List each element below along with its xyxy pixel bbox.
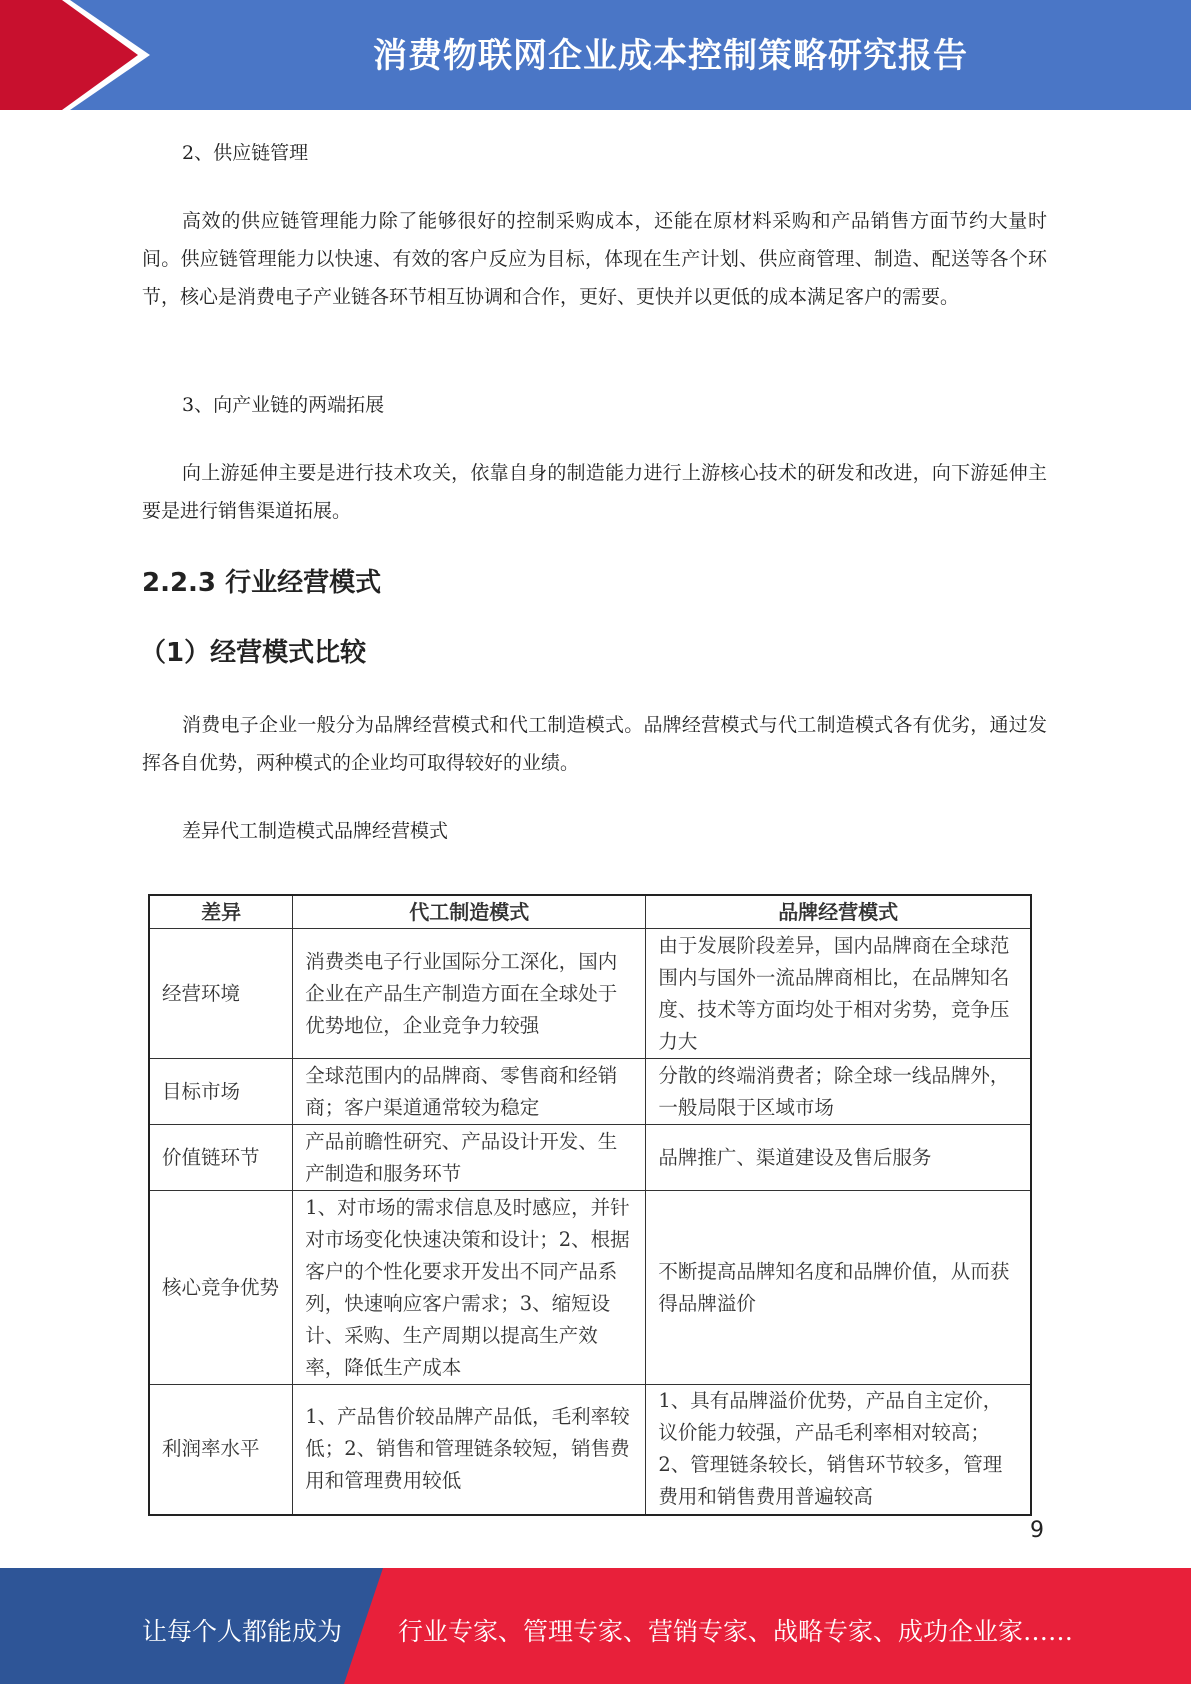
brand-cell: 品牌推广、渠道建设及售后服务 [646,1125,1031,1191]
row-label: 价值链环节 [149,1125,293,1191]
table-row [149,1385,1031,1515]
brand-cell: 由于发展阶段差异，国内品牌商在全球范围内与国外一流品牌商相比，在品牌知名度、技术等方面均处于相对劣势，竞争压力大 [646,929,1031,1059]
brand-cell: 1、具有品牌溢价优势，产品自主定价，议价能力较强，产品毛利率相对较高；2、管理链条较长，销售环节较多，管理费用和销售费用普遍较高 [646,1385,1031,1515]
item3-title: 3、向产业链的两端拓展 [182,394,385,416]
table-row [149,1059,1031,1125]
page-footer [0,1568,1191,1684]
intro-paragraph: 消费电子企业一般分为品牌经营模式和代工制造模式。品牌经营模式与代工制造模式各有优劣，通过发挥各自优势，两种模式的企业均可取得较好的业绩。 [142,714,1047,774]
table-caption: 差异代工制造模式品牌经营模式 [182,820,449,842]
oem-cell: 消费类电子行业国际分工深化，国内企业在产品生产制造方面在全球处于优势地位，企业竞争力较强 [293,929,646,1059]
item2-title: 2、供应链管理 [182,142,309,164]
item3-paragraph: 向上游延伸主要是进行技术攻关，依靠自身的制造能力进行上游核心技术的研发和改进，向下游延伸主要是进行销售渠道拓展。 [142,462,1047,522]
header-cell-brand: 品牌经营模式 [646,895,1031,929]
table-row [149,1125,1031,1191]
item2-paragraph: 高效的供应链管理能力除了能够很好的控制采购成本，还能在原材料采购和产品销售方面节约大量时间。供应链管理能力以快速、有效的客户反应为目标，体现在生产计划、供应商管理、制造、配送等各个环节，核心是消费电子产业链各环节相互协调和合作，更好、更快并以更低的成本满足客户的需要。 [142,210,1047,308]
page-number: 9 [1030,1518,1044,1543]
page-header [0,0,1191,110]
row-label: 核心竞争优势 [149,1191,293,1385]
oem-cell: 1、对市场的需求信息及时感应，并针对市场变化快速决策和设计；2、根据客户的个性化要求开发出不同产品系列，快速响应客户需求；3、缩短设计、采购、生产周期以提高生产效率，降低生产成本 [293,1191,646,1385]
row-label: 目标市场 [149,1059,293,1125]
row-label: 经营环境 [149,929,293,1059]
header-cell-oem: 代工制造模式 [293,895,646,929]
table-row [149,1191,1031,1385]
table-row [149,929,1031,1059]
subsection-heading: （1）经营模式比较 [140,638,367,668]
section-heading: 2.2.3 行业经营模式 [142,568,382,598]
header-cell-difference: 差异 [149,895,293,929]
footer-slogan-left: 让每个人都能成为 [142,1617,343,1646]
brand-cell: 分散的终端消费者；除全球一线品牌外，一般局限于区域市场 [646,1059,1031,1125]
comparison-table [148,894,1032,1516]
oem-cell: 全球范围内的品牌商、零售商和经销商；客户渠道通常较为稳定 [293,1059,646,1125]
oem-cell: 1、产品售价较品牌产品低，毛利率较低；2、销售和管理链条较短，销售费用和管理费用较低 [293,1385,646,1515]
oem-cell: 产品前瞻性研究、产品设计开发、生产制造和服务环节 [293,1125,646,1191]
report-title: 消费物联网企业成本控制策略研究报告 [373,36,968,76]
row-label: 利润率水平 [149,1385,293,1515]
brand-cell: 不断提高品牌知名度和品牌价值，从而获得品牌溢价 [646,1191,1031,1385]
footer-slogan-right: 行业专家、管理专家、营销专家、战略专家、成功企业家…… [398,1617,1074,1646]
table-header-row [149,895,1031,929]
